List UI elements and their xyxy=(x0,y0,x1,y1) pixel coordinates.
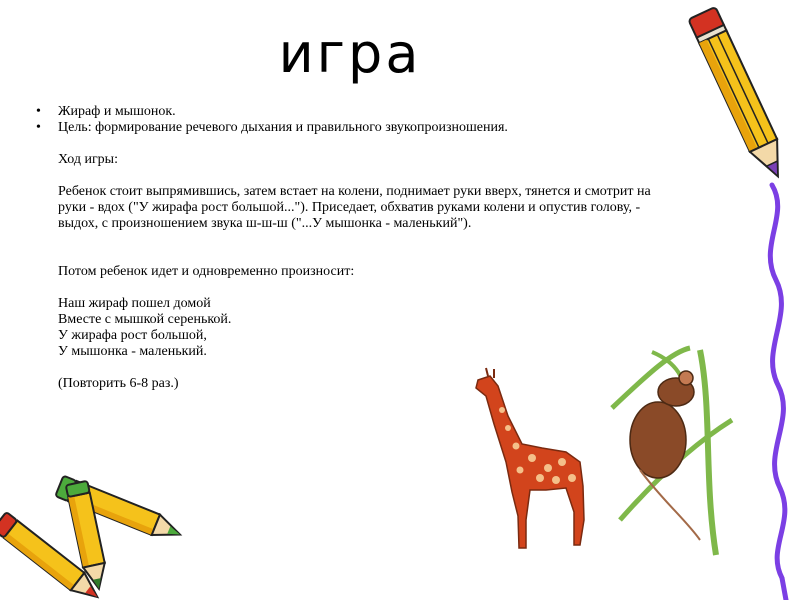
poem-line: У мышонка - маленький. xyxy=(58,344,207,359)
poem-line: Наш жираф пошел домой xyxy=(58,296,211,311)
poem-line: Вместе с мышкой серенькой. xyxy=(58,312,232,327)
instruction-line: руки - вдох ("У жирафа рост большой..."). Приседает, обхватив руками колени и опустив голову, - xyxy=(58,200,641,215)
bullet-marker: • xyxy=(36,120,41,135)
then-line: Потом ребенок идет и одновременно произносит: xyxy=(58,264,355,279)
instruction-line: Ребенок стоит выпрямившись, затем встает на колени, поднимает руки вверх, тянется и смотрит на xyxy=(58,184,651,199)
mouse-on-grass-image xyxy=(612,348,732,555)
squiggle-line xyxy=(770,185,786,600)
giraffe-image xyxy=(476,368,584,548)
poem-line: У жирафа рост большой, xyxy=(58,328,207,343)
crossed-pencils-icon xyxy=(0,476,184,600)
bullet-text: Цель: формирование речевого дыхания и правильного звукопроизношения. xyxy=(58,120,508,135)
instruction-line: выдох, с произношением звука ш-ш-ш ("...У мышонка - маленький"). xyxy=(58,216,472,231)
game-heading: Ход игры: xyxy=(58,152,118,167)
slide-title: игра xyxy=(278,22,422,85)
bullet-marker: • xyxy=(36,104,41,119)
bullet-text: Жираф и мышонок. xyxy=(58,104,176,119)
pencil-icon xyxy=(688,7,791,183)
repeat-note: (Повторить 6-8 раз.) xyxy=(58,376,179,391)
